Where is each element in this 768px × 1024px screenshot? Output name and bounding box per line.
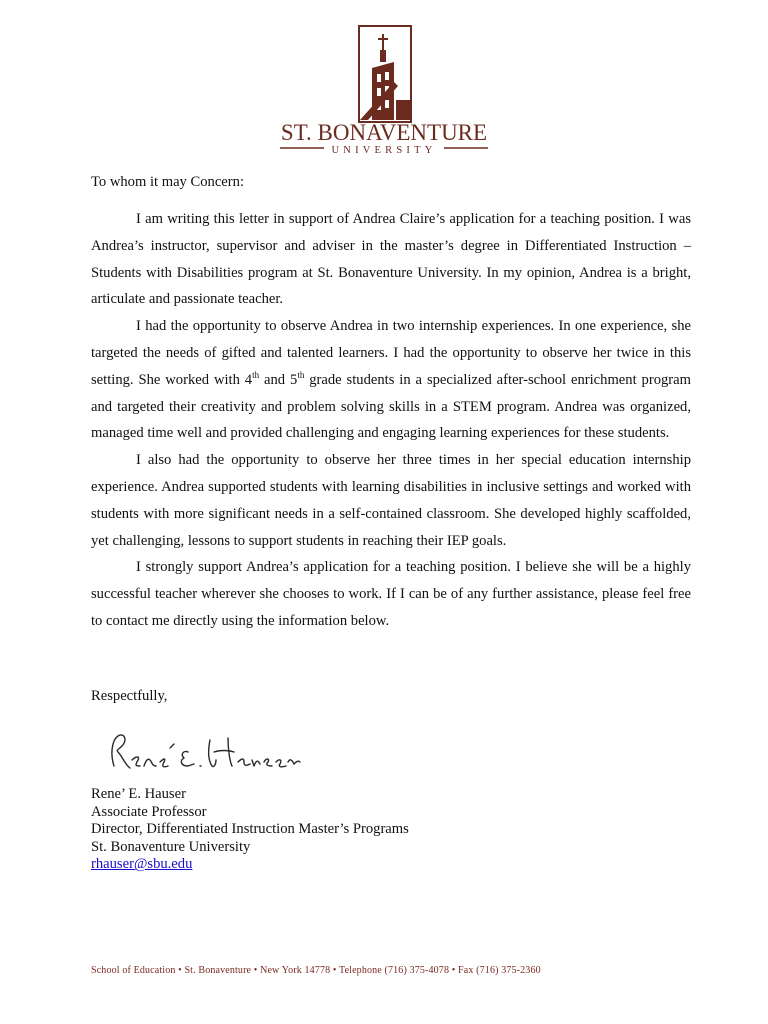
paragraph-2-part-c: grade students in a specialized after-school enrichment program and targeted their creativity and problem solving skills in a STEM program. Andrea was organized, managed time well and provided challenging and engaging learning experiences for these students. bbox=[91, 371, 691, 442]
signer-title: Associate Professor bbox=[91, 803, 207, 820]
church-tower-icon bbox=[276, 24, 492, 160]
signature-block bbox=[91, 786, 409, 874]
email-link[interactable]: rhauser@sbu.edu bbox=[91, 856, 193, 873]
paragraph-2-part-a: I had the opportunity to observe Andrea in two internship experiences. In one experience, she targeted the needs of gifted and talented learners. I had the opportunity to observe her twice in this setting. She worked with 4 bbox=[91, 318, 691, 388]
letter-body bbox=[91, 172, 691, 635]
paragraph-2-part-b: and 5 bbox=[259, 371, 298, 388]
footer-contact: School of Education • St. Bonaventure • New York 14778 • Telephone (716) 375-4078 • Fax (716) 375-2360 bbox=[91, 965, 541, 976]
paragraph-2 bbox=[91, 313, 691, 447]
paragraph-4: I strongly support Andrea’s application for a teaching position. I believe she will be a highly successful teacher wherever she chooses to work. If I can be of any further assistance, please feel free to contact me directly using the information below. bbox=[91, 559, 691, 629]
closing: Respectfully, bbox=[91, 688, 168, 704]
signer-role: Director, Differentiated Instruction Master’s Programs bbox=[91, 821, 409, 838]
signer-name: Rene’ E. Hauser bbox=[91, 786, 186, 802]
ordinal-suffix: th bbox=[252, 369, 260, 380]
signer-institution: St. Bonaventure University bbox=[91, 838, 251, 855]
handwritten-signature bbox=[104, 726, 304, 782]
ordinal-suffix: th bbox=[297, 369, 305, 380]
university-subtitle: UNIVERSITY bbox=[331, 145, 437, 156]
greeting: To whom it may Concern: bbox=[91, 174, 244, 190]
paragraph-3: I also had the opportunity to observe her three times in her special education internship experience. Andrea supported students with learning disabilities in inclusive settings and worked with students with more significant needs in a self-contained classroom. She developed highly scaffolded, yet challenging, lessons to support students in reaching their IEP goals. bbox=[91, 452, 691, 549]
university-logo bbox=[276, 24, 492, 160]
university-name: ST. BONAVENTURE bbox=[280, 120, 488, 145]
paragraph-1: I am writing this letter in support of Andrea Claire’s application for a teaching position. I was Andrea’s instructor, supervisor and adviser in the master’s degree in Differentiated Instruction – Students with Disabilities program at St. Bonaventure University. In my opinion, Andrea is a bright, articulate and passionate teacher. bbox=[91, 211, 691, 308]
